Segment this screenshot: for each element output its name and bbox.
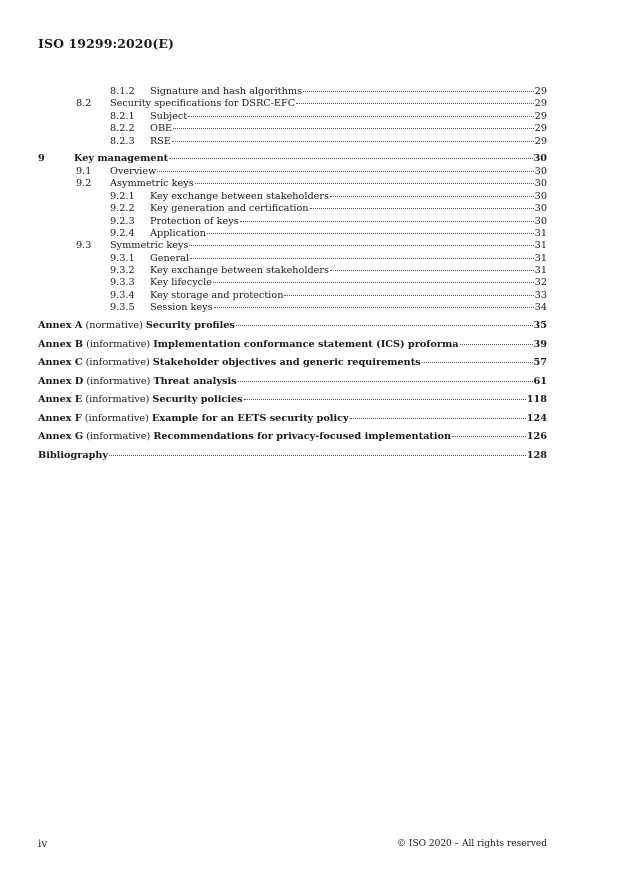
- toc-entry-title: Implementation conformance statement (ICS) proforma: [153, 338, 459, 350]
- dot-leader: [189, 245, 533, 246]
- document-id-header: ISO 19299:2020(E): [38, 36, 175, 51]
- dot-leader: [350, 418, 526, 419]
- toc-entry-annex-a[interactable]: [38, 320, 547, 333]
- toc-entry-line: [38, 413, 547, 424]
- page-number: iv: [38, 838, 48, 850]
- toc-entry-line: [38, 357, 547, 368]
- toc-entry-section-9[interactable]: [38, 153, 547, 166]
- annex-label: Annex G: [38, 431, 84, 443]
- copyright-notice: © ISO 2020 – All rights reserved: [397, 839, 547, 849]
- toc-entry-annex-b[interactable]: [38, 339, 547, 352]
- toc-entry-page: 35: [533, 320, 547, 332]
- toc-entry-line: [150, 191, 547, 202]
- toc-section-8-group: [38, 86, 547, 148]
- toc-entry-page: 29: [534, 135, 547, 147]
- toc-entry-title: General: [150, 252, 189, 264]
- toc-entry-number: 9.2.1: [110, 190, 135, 202]
- toc-entry-line: [110, 98, 547, 109]
- toc-entry-line: [150, 302, 547, 313]
- dot-leader: [422, 362, 533, 363]
- dot-leader: [238, 381, 533, 382]
- toc-entry-annex-c[interactable]: [38, 357, 547, 370]
- toc-entry-annex-e[interactable]: [38, 394, 547, 407]
- toc-entry-title: Security specifications for DSRC-EFC: [110, 98, 296, 110]
- toc-entry-page: 30: [534, 203, 547, 215]
- toc-entry-page: 32: [534, 277, 547, 289]
- toc-entry-9-2[interactable]: [38, 178, 547, 190]
- toc-entry-number: 9.3.2: [110, 265, 135, 277]
- toc-entry-9-1[interactable]: [38, 166, 547, 178]
- toc-entry-line: [110, 178, 547, 189]
- toc-entry-8-2-2[interactable]: [38, 123, 547, 135]
- dot-leader: [452, 436, 526, 437]
- toc-entry-line: [110, 240, 547, 251]
- annex-kind: (informative): [85, 357, 150, 369]
- toc-entry-number: 9.2.4: [110, 227, 135, 239]
- toc-entry-number: 9.3.5: [110, 302, 135, 314]
- toc-entry-page: 29: [534, 110, 547, 122]
- table-of-contents: [38, 86, 547, 463]
- toc-entry-title: Bibliography: [38, 449, 109, 461]
- annex-kind: (informative): [85, 394, 150, 406]
- dot-leader: [240, 221, 534, 222]
- toc-entry-page: 124: [526, 412, 547, 424]
- toc-entry-line: [150, 136, 547, 147]
- toc-entry-9-2-3[interactable]: [38, 216, 547, 228]
- dot-leader: [172, 141, 534, 142]
- dot-leader: [173, 128, 534, 129]
- dot-leader: [284, 295, 533, 296]
- toc-entry-8-2[interactable]: [38, 98, 547, 110]
- dot-leader: [296, 103, 534, 104]
- toc-entry-title: Key exchange between stakeholders: [150, 265, 330, 277]
- toc-entry-title: Stakeholder objectives and generic requirements: [152, 357, 421, 369]
- toc-entry-9-3-1[interactable]: [38, 253, 547, 265]
- toc-entry-8-1-2[interactable]: [38, 86, 547, 98]
- toc-entry-bibliography[interactable]: [38, 450, 547, 463]
- toc-entry-line: [38, 376, 547, 387]
- annex-label: Annex B: [38, 338, 84, 350]
- dot-leader: [188, 116, 534, 117]
- toc-entry-page: 29: [534, 123, 547, 135]
- toc-entry-title: Recommendations for privacy-focused implementation: [153, 431, 451, 443]
- dot-leader: [310, 208, 534, 209]
- toc-entry-number: 9.3.1: [110, 252, 135, 264]
- toc-entry-annex-g[interactable]: [38, 431, 547, 444]
- toc-entry-9-3-3[interactable]: [38, 277, 547, 289]
- toc-entry-title: Key generation and certification: [150, 203, 309, 215]
- dot-leader: [190, 258, 534, 259]
- toc-entry-9-2-4[interactable]: [38, 228, 547, 240]
- annex-label: Annex A: [38, 320, 83, 332]
- toc-entry-page: 30: [534, 215, 547, 227]
- toc-entry-page: 61: [533, 375, 547, 387]
- toc-entry-number: 9: [38, 152, 45, 164]
- toc-entry-page: 30: [533, 152, 547, 164]
- toc-entry-number: 8.2.3: [110, 135, 135, 147]
- toc-entry-title: Symmetric keys: [110, 240, 189, 252]
- toc-entry-9-3-5[interactable]: [38, 302, 547, 314]
- toc-entry-page: 31: [534, 252, 547, 264]
- dot-leader: [244, 399, 526, 400]
- annex-kind: (informative): [86, 431, 151, 443]
- toc-entry-annex-f[interactable]: [38, 413, 547, 426]
- annex-label: Annex F: [38, 412, 82, 424]
- toc-entry-line: [150, 228, 547, 239]
- toc-entry-page: 31: [534, 227, 547, 239]
- dot-leader: [169, 158, 532, 159]
- toc-entry-line: [150, 203, 547, 214]
- toc-entry-page: 39: [533, 338, 547, 350]
- dot-leader: [214, 307, 534, 308]
- toc-entry-number: 8.1.2: [110, 86, 135, 97]
- annex-kind: (informative): [84, 412, 149, 424]
- toc-entry-page: 118: [526, 394, 547, 406]
- toc-entry-line: [150, 265, 547, 276]
- annex-kind: (normative): [85, 320, 143, 332]
- dot-leader: [213, 282, 534, 283]
- annex-kind: (informative): [86, 375, 151, 387]
- toc-entry-title: Application: [150, 227, 206, 239]
- toc-entry-9-2-1[interactable]: [38, 191, 547, 203]
- toc-entry-title: Security profiles: [145, 320, 235, 332]
- toc-entry-number: 9.3.3: [110, 277, 135, 289]
- toc-section-9-group: [38, 166, 547, 315]
- toc-entry-line: [150, 277, 547, 288]
- toc-entry-8-2-3[interactable]: [38, 136, 547, 148]
- dot-leader: [109, 455, 526, 456]
- toc-entry-title: Subject: [150, 110, 188, 122]
- toc-entry-title: RSE: [150, 135, 172, 147]
- toc-entry-line: [38, 394, 547, 405]
- dot-leader: [303, 91, 534, 92]
- toc-entry-page: 34: [534, 302, 547, 314]
- toc-entry-number: 9.2: [76, 178, 92, 190]
- toc-entry-number: 8.2.2: [110, 123, 135, 135]
- annex-kind: (informative): [86, 338, 151, 350]
- toc-entry-number: 8.2: [76, 98, 92, 110]
- toc-entry-number: 9.3: [76, 240, 92, 252]
- toc-entry-title: Session keys: [150, 302, 213, 314]
- dot-leader: [460, 344, 533, 345]
- toc-entry-page: 31: [534, 265, 547, 277]
- toc-entry-title: Example for an EETS security policy: [151, 412, 349, 424]
- toc-entry-title: Signature and hash algorithms: [150, 86, 303, 97]
- toc-entry-number: 9.2.3: [110, 215, 135, 227]
- annex-label: Annex E: [38, 394, 83, 406]
- toc-entry-title: Protection of keys: [150, 215, 239, 227]
- toc-entry-9-3-2[interactable]: [38, 265, 547, 277]
- toc-entry-line: [110, 166, 547, 177]
- toc-entry-line: [150, 111, 547, 122]
- toc-entry-line: [38, 431, 547, 442]
- toc-entry-9-2-2[interactable]: [38, 203, 547, 215]
- dot-leader: [195, 183, 534, 184]
- toc-annex-group: [38, 320, 547, 444]
- toc-entry-number: 9.2.2: [110, 203, 135, 215]
- toc-entry-line: [150, 123, 547, 134]
- toc-entry-page: 126: [526, 431, 547, 443]
- dot-leader: [207, 233, 534, 234]
- toc-entry-page: 30: [534, 190, 547, 202]
- toc-entry-number: 8.2.1: [110, 110, 135, 122]
- toc-entry-9-3[interactable]: [38, 240, 547, 252]
- toc-entry-number: 9.1: [76, 165, 92, 177]
- toc-entry-line: [150, 86, 547, 97]
- dot-leader: [157, 171, 533, 172]
- toc-entry-page: 31: [534, 240, 547, 252]
- toc-entry-title: OBE: [150, 123, 173, 135]
- annex-label: Annex C: [38, 357, 83, 369]
- toc-entry-page: 57: [533, 357, 547, 369]
- toc-entry-page: 29: [534, 98, 547, 110]
- toc-entry-8-2-1[interactable]: [38, 111, 547, 123]
- toc-entry-title: Security policies: [152, 394, 243, 406]
- toc-entry-page: 128: [526, 449, 547, 461]
- toc-entry-line: [38, 339, 547, 350]
- toc-entry-title: Threat analysis: [153, 375, 237, 387]
- toc-entry-number: 9.3.4: [110, 289, 135, 301]
- toc-entry-title: Key exchange between stakeholders: [150, 190, 330, 202]
- toc-entry-line: [38, 320, 547, 331]
- toc-entry-title: Key storage and protection: [150, 289, 284, 301]
- dot-leader: [236, 325, 533, 326]
- toc-entry-title: Asymmetric keys: [110, 178, 194, 190]
- toc-entry-annex-d[interactable]: [38, 376, 547, 389]
- toc-entry-line: [150, 290, 547, 301]
- dot-leader: [330, 196, 534, 197]
- dot-leader: [330, 270, 534, 271]
- toc-entry-page: 29: [534, 86, 547, 97]
- annex-label: Annex D: [38, 375, 84, 387]
- toc-entry-9-3-4[interactable]: [38, 290, 547, 302]
- toc-entry-page: 33: [534, 289, 547, 301]
- toc-entry-title: Key management: [74, 152, 169, 164]
- toc-entry-page: 30: [534, 178, 547, 190]
- toc-entry-page: 30: [534, 165, 547, 177]
- toc-entry-title: Key lifecycle: [150, 277, 212, 289]
- toc-entry-line: [150, 253, 547, 264]
- toc-entry-title: Overview: [110, 165, 157, 177]
- toc-entry-line: [150, 216, 547, 227]
